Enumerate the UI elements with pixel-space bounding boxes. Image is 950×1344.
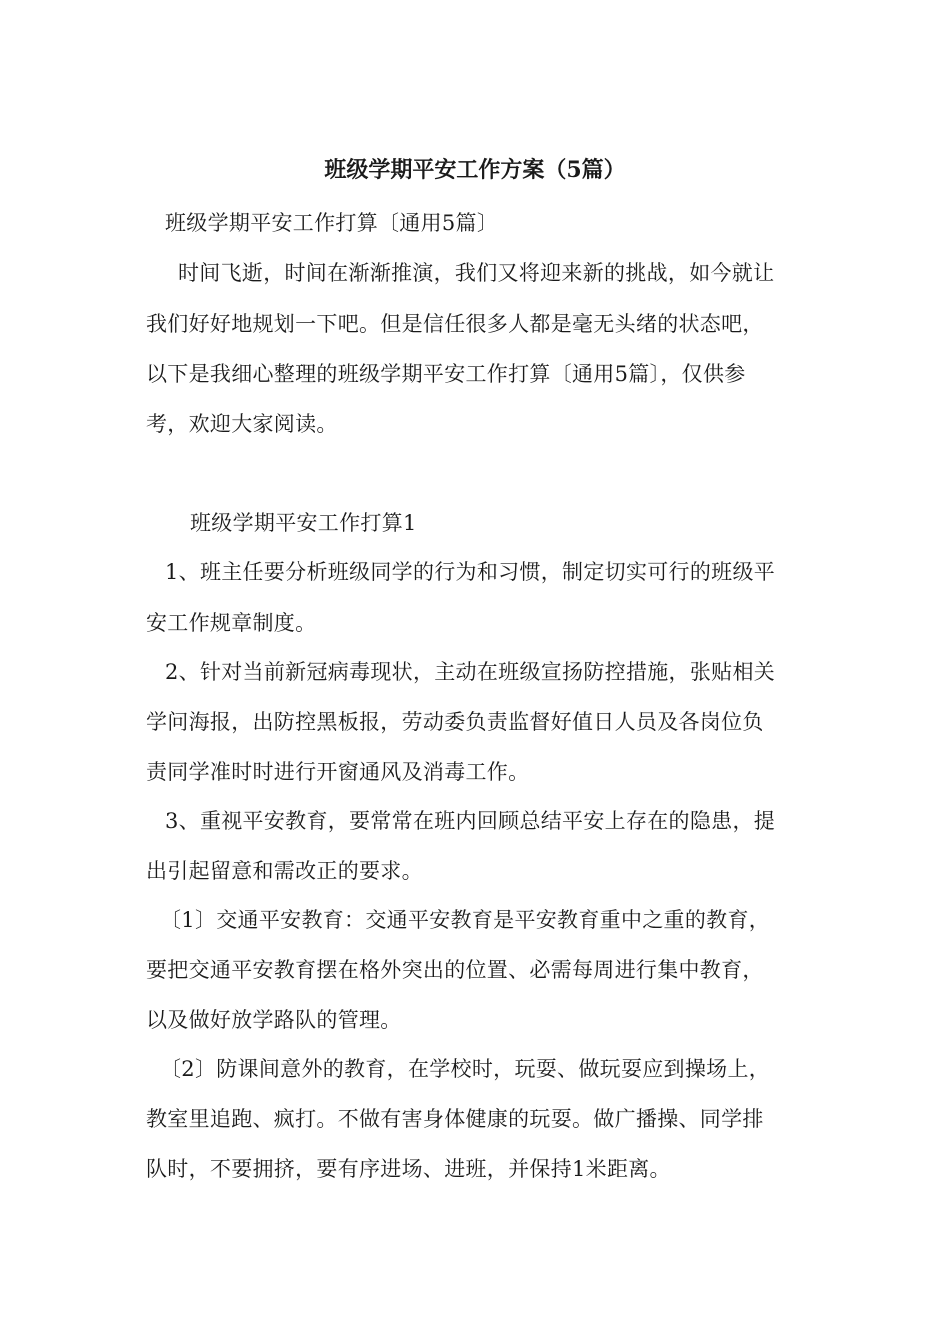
sub1-line-1: 〔1〕交通平安教育：交通平安教育是平安教育重中之重的教育， xyxy=(160,908,771,932)
sub1-line-3: 以及做好放学路队的管理。 xyxy=(146,1008,402,1032)
item2-line-1: 2、针对当前新冠病毒现状，主动在班级宣扬防控措施，张贴相关 xyxy=(165,660,776,684)
sub2-line-3: 队时，不要拥挤，要有序进场、进班，并保持1米距离。 xyxy=(146,1157,671,1181)
document-subtitle: 班级学期平安工作打算〔通用5篇〕 xyxy=(165,211,499,235)
document-title: 班级学期平安工作方案（5篇） xyxy=(324,157,626,183)
sub2-line-2: 教室里追跑、疯打。不做有害身体健康的玩耍。做广播操、同学排 xyxy=(146,1107,764,1131)
intro-line-3: 以下是我细心整理的班级学期平安工作打算〔通用5篇〕，仅供参 xyxy=(146,362,746,386)
item1-line-2: 安工作规章制度。 xyxy=(146,611,317,635)
item3-line-1: 3、重视平安教育，要常常在班内回顾总结平安上存在的隐患，提 xyxy=(165,809,776,833)
section-heading: 班级学期平安工作打算1 xyxy=(190,511,417,535)
intro-line-2: 我们好好地规划一下吧。但是信任很多人都是毫无头绪的状态吧， xyxy=(146,312,764,336)
intro-line-4: 考，欢迎大家阅读。 xyxy=(146,412,338,436)
item2-line-3: 责同学准时时进行开窗通风及消毒工作。 xyxy=(146,760,530,784)
sub2-line-1: 〔2〕防课间意外的教育，在学校时，玩耍、做玩耍应到操场上， xyxy=(160,1057,771,1081)
intro-line-1: 时间飞逝，时间在渐渐推演，我们又将迎来新的挑战，如今就让 xyxy=(178,261,775,285)
item2-line-2: 学问海报，出防控黑板报，劳动委负责监督好值日人员及各岗位负 xyxy=(146,710,764,734)
item3-line-2: 出引起留意和需改正的要求。 xyxy=(146,859,423,883)
item1-line-1: 1、班主任要分析班级同学的行为和习惯，制定切实可行的班级平 xyxy=(165,560,776,584)
sub1-line-2: 要把交通平安教育摆在格外突出的位置、必需每周进行集中教育， xyxy=(146,958,764,982)
